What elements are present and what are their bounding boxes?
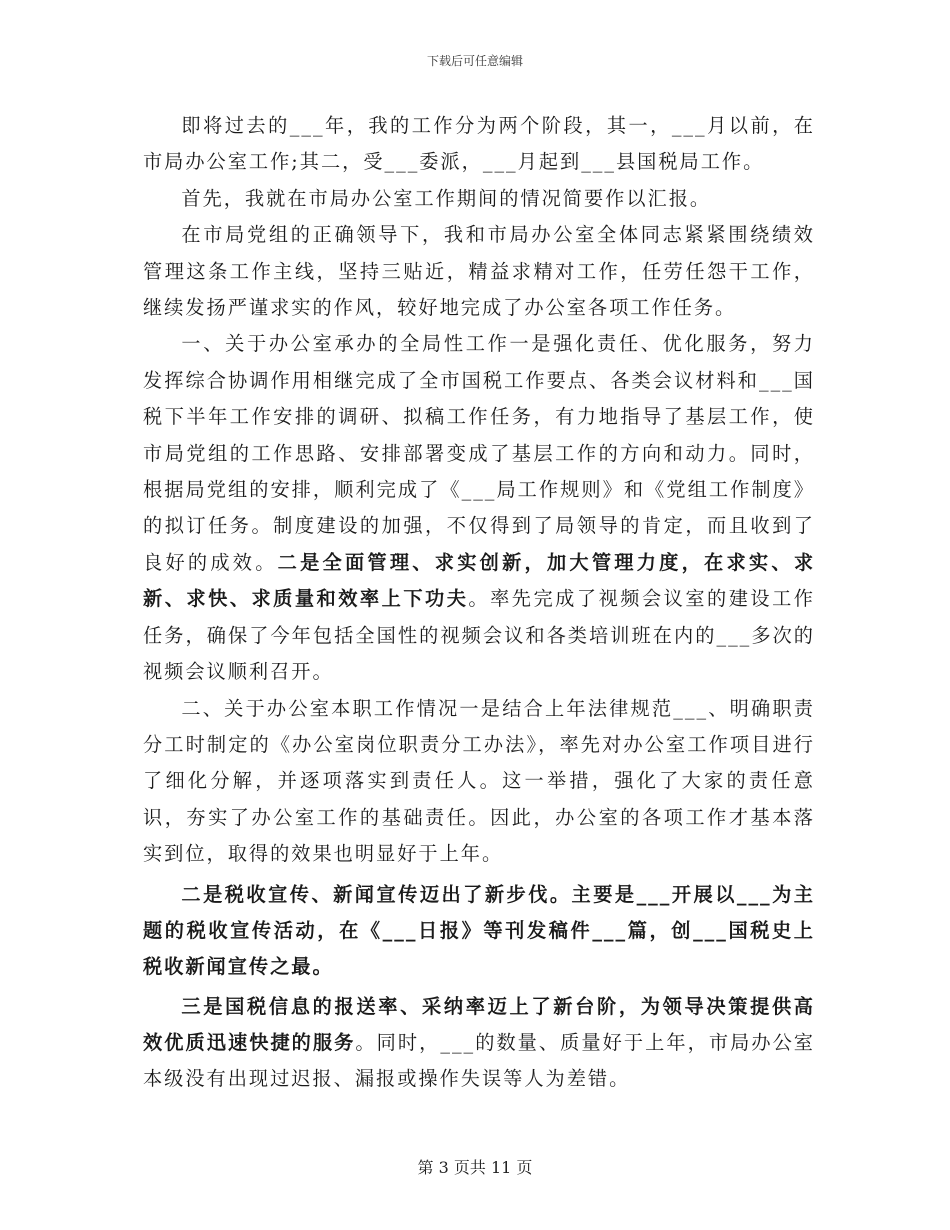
paragraph-text: 。同时，___的数量、质量好于上年，市局办公室本级没有出现过迟报、漏报或操作失误等人为差错。 (143, 1030, 815, 1091)
paragraph-text: 一、关于办公室承办的全局性工作一是强化责任、优化服务，努力发挥综合协调作用相继完成了全市国税工作要点、各类会议材料和___国税下半年工作安排的调研、拟稿工作任务，有力地指导了基层工作，使市局党组的工作思路、安排部署变成了基层工作的方向和动力。同时，根据局党组的安排，顺利完成了《___局工作规则》和《党组工作制度》的拟订任务。制度建设的加强，不仅得到了局领导的肯定，而且收到了良好的成效。 (143, 332, 815, 574)
paragraph-text: 二、关于办公室本职工作情况一是结合上年法律规范___、明确职责分工时制定的《办公室岗位职责分工办法》，率先对办公室工作项目进行了细化分解，并逐项落实到责任人。这一举措，强化了大家的责任意识，夯实了办公室工作的基础责任。因此，办公室的各项工作才基本落实到位，取得的效果也明显好于上年。 (143, 696, 815, 866)
paragraph-text: 即将过去的___年，我的工作分为两个阶段，其一，___月以前，在市局办公室工作;其二，受___委派，___月起到___县国税局工作。 (143, 114, 815, 174)
paragraph-leadership (143, 217, 815, 326)
page-header: 下载后可任意编辑 (426, 54, 523, 68)
paragraph-bold-text: 二是税收宣传、新闻宣传迈出了新步伐。主要是___开展以___为主题的税收宣传活动，在《___日报》等刊发稿件___篇，创___国税史上税收新闻宣传之最。 (143, 882, 815, 978)
document-body (143, 108, 815, 1098)
paragraph-bold-text: 二是全面管理、求实创新，加大管理力度，在求实、求新、求快、求质量和效率上下功夫 (143, 550, 816, 611)
paragraph-text: 在市局党组的正确领导下，我和市局办公室全体同志紧紧围绕绩效管理这条工作主线，坚持三贴近，精益求精对工作，任劳任怨干工作，继续发扬严谨求实的作风，较好地完成了办公室各项工作任务。 (143, 223, 815, 320)
paragraph-text: 。率先完成了视频会议室的建设工作任务，确保了今年包括全国性的视频会议和各类培训班在内的___多次的视频会议顺利召开。 (143, 587, 815, 684)
paragraph-information (143, 989, 815, 1098)
paragraph-summary-lead (143, 181, 815, 217)
paragraph-section-one (143, 326, 815, 690)
paragraph-intro (143, 108, 815, 181)
paragraph-bold-text: 三是国税信息的报送率、采纳率迈上了新台阶，为领导决策提供高效优质迅速快捷的服务 (143, 994, 815, 1054)
paragraph-text: 首先，我就在市局办公室工作期间的情况简要作以汇报。 (181, 186, 712, 210)
paragraph-section-two (143, 691, 815, 873)
page-footer: 第 3 页共 11 页 (417, 1158, 533, 1177)
paragraph-publicity (143, 877, 815, 985)
